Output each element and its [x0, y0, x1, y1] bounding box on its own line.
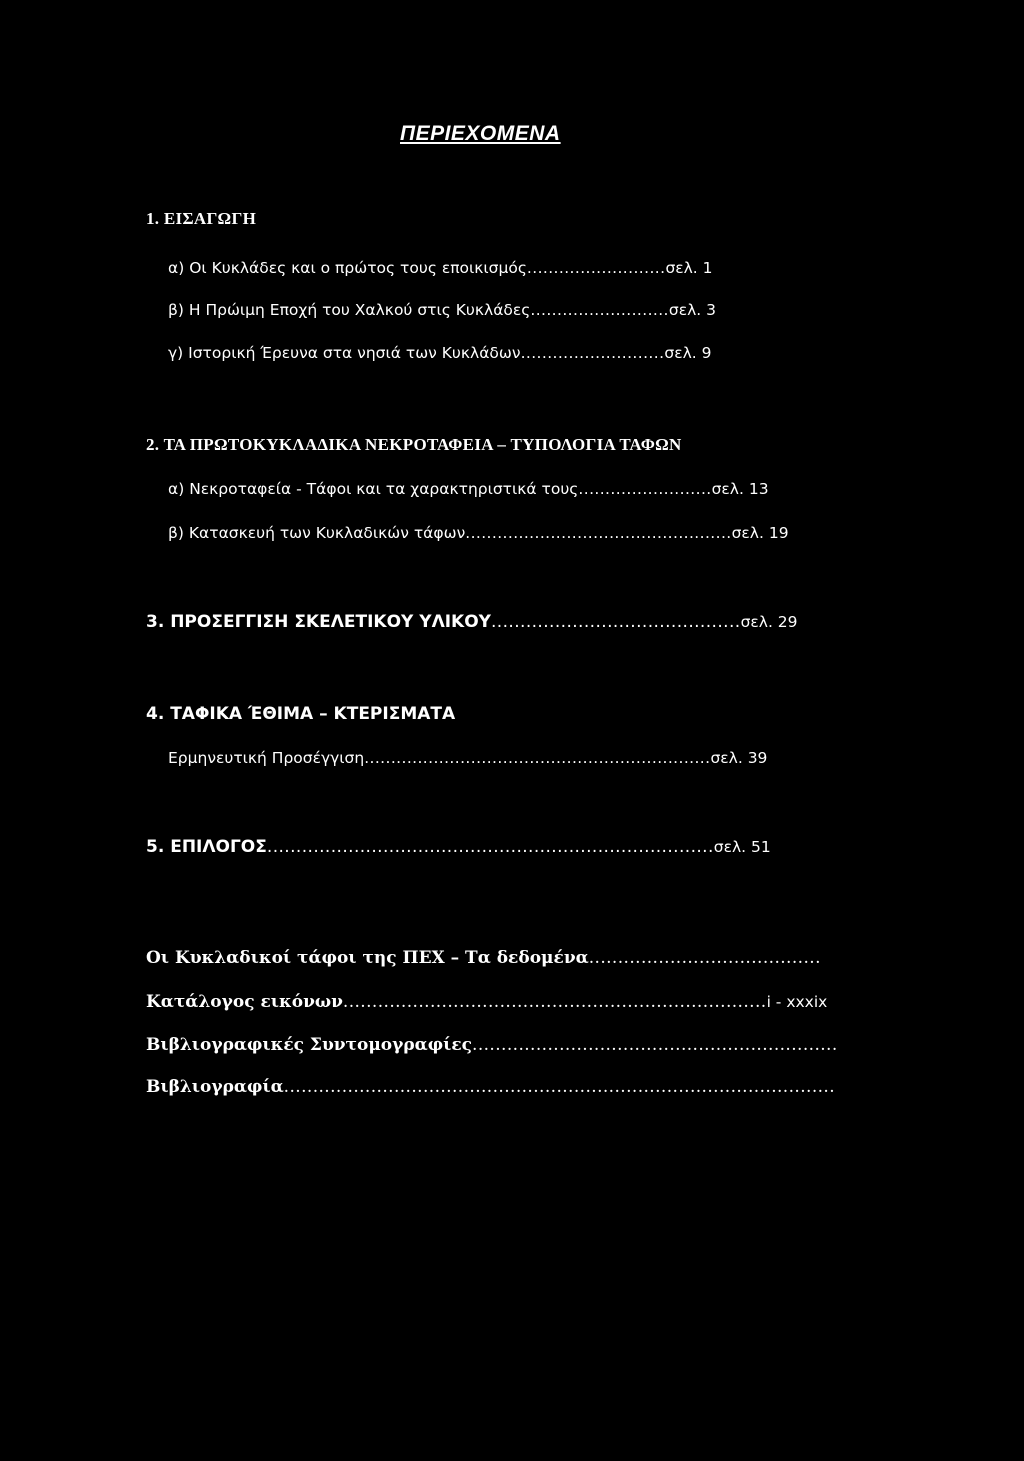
toc-entry[interactable]: [146, 950, 821, 967]
toc-entry[interactable]: [168, 346, 712, 362]
toc-leader-dots: .........................: [578, 480, 712, 498]
toc-leader-dots: .............................................................................: [266, 837, 714, 857]
toc-leader-dots: .........................................................................: [342, 992, 767, 1012]
page-title: ΠΕΡΙΕΧΟΜΕΝΑ: [400, 122, 561, 145]
toc-page-number: σελ. 19: [731, 524, 789, 542]
toc-entry[interactable]: [168, 751, 767, 767]
toc-leader-dots: ...........................: [520, 344, 665, 362]
toc-entry[interactable]: [168, 261, 713, 277]
toc-leader-dots: ..........................: [530, 301, 669, 319]
toc-entry[interactable]: [146, 1079, 835, 1096]
toc-page-number: σελ. 29: [740, 613, 798, 631]
toc-page-number: σελ. 9: [664, 344, 712, 362]
toc-page-number: σελ. 3: [668, 301, 716, 319]
toc-page-number: σελ. 51: [713, 838, 771, 856]
toc-leader-dots: .................................................................: [364, 749, 711, 767]
appendix-entry-text: Οι Κυκλαδικοί τάφοι της ΠΕΧ – Τα δεδομένα: [146, 948, 589, 968]
toc-entry-text: α) Οι Κυκλάδες και ο πρώτος τους εποικισμός: [168, 259, 527, 277]
section-5-title: 5. ΕΠΙΛΟΓΟΣ: [146, 837, 267, 857]
toc-leader-dots: ...........................................: [491, 612, 741, 632]
toc-leader-dots: ........................................: [588, 948, 821, 968]
toc-leader-dots: ..................................................: [465, 524, 732, 542]
section-2-title: 2. ΤΑ ΠΡΩΤΟΚΥΚΛΑΔΙΚΑ ΝΕΚΡΟΤΑΦΕΙΑ – ΤΥΠΟΛΟΓΙΑ ΤΑΦΩΝ: [146, 435, 682, 454]
toc-entry-text: Ερμηνευτική Προσέγγιση: [168, 749, 365, 767]
toc-entry-text: β) Η Πρώιμη Εποχή του Χαλκού στις Κυκλάδες: [168, 301, 531, 319]
appendix-entry-text: Βιβλιογραφία: [146, 1077, 284, 1097]
toc-entry-text: γ) Ιστορική Έρευνα στα νησιά των Κυκλάδων: [168, 344, 521, 362]
toc-entry[interactable]: [146, 1037, 838, 1054]
toc-page-number: σελ. 1: [665, 259, 713, 277]
toc-leader-dots: ...............................................................................................: [283, 1077, 836, 1097]
toc-leader-dots: ..........................: [526, 259, 666, 277]
toc-page-number: i - xxxix: [766, 993, 828, 1011]
toc-entry-text: α) Νεκροταφεία - Τάφοι και τα χαρακτηριστικά τους: [168, 480, 579, 498]
appendix-entry-text: Κατάλογος εικόνων: [146, 992, 343, 1012]
toc-entry[interactable]: [168, 482, 769, 498]
toc-entry[interactable]: [146, 839, 771, 856]
appendix-entry-text: Βιβλιογραφικές Συντομογραφίες: [146, 1035, 473, 1055]
toc-entry[interactable]: [168, 303, 716, 319]
toc-page-number: σελ. 13: [711, 480, 769, 498]
toc-entry-text: β) Κατασκευή των Κυκλαδικών τάφων: [168, 524, 466, 542]
section-3-title: 3. ΠΡΟΣΕΓΓΙΣΗ ΣΚΕΛΕΤΙΚΟΥ ΥΛΙΚΟΥ: [146, 612, 491, 632]
toc-entry[interactable]: [168, 526, 789, 542]
toc-entry[interactable]: [146, 614, 798, 631]
toc-page-number: σελ. 39: [710, 749, 768, 767]
section-1-title: 1. ΕΙΣΑΓΩΓΗ: [146, 209, 257, 228]
toc-entry[interactable]: [146, 994, 827, 1011]
section-4-title: 4. ΤΑΦΙΚΑ ΈΘΙΜΑ – ΚΤΕΡΙΣΜΑΤΑ: [146, 704, 456, 724]
toc-leader-dots: ...............................................................: [472, 1035, 838, 1055]
